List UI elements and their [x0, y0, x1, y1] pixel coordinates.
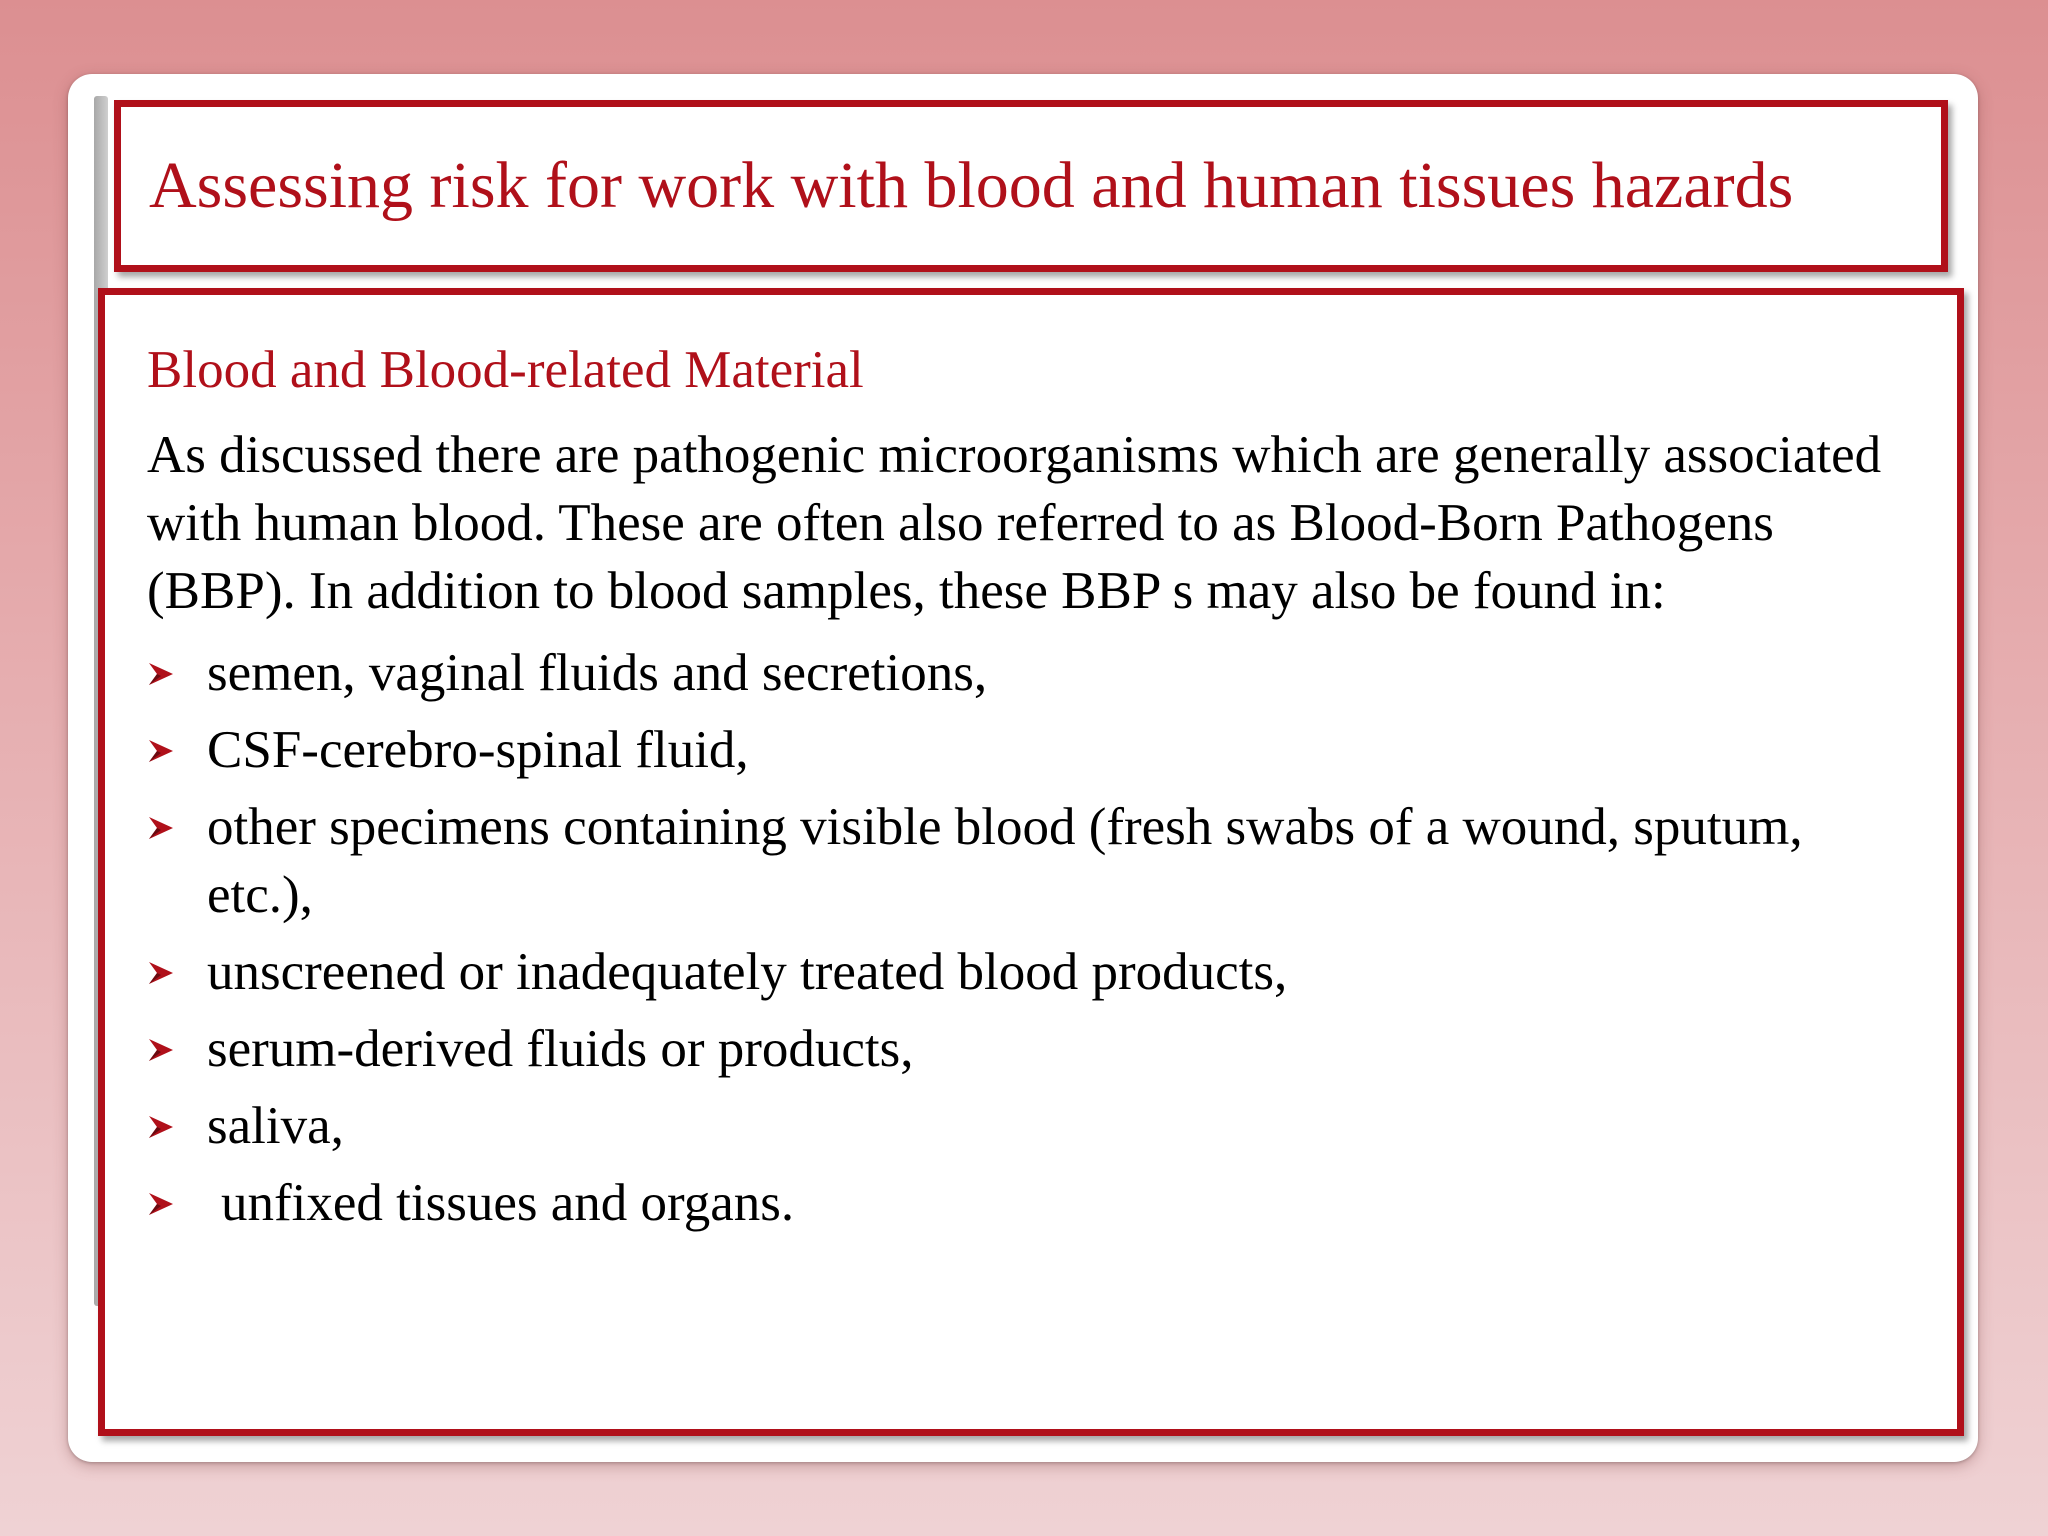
bullet-text: saliva,	[207, 1096, 344, 1155]
list-item	[147, 1015, 1917, 1083]
arrowhead-bullet-icon	[147, 1190, 175, 1218]
bullet-text: other specimens containing visible blood (fresh swabs of a wound, sputum, etc.),	[207, 797, 1803, 924]
arrowhead-bullet-icon	[147, 1036, 175, 1064]
bullet-text: CSF-cerebro-spinal fluid,	[207, 720, 749, 779]
arrowhead-bullet-icon	[147, 660, 175, 688]
content-body	[147, 339, 1917, 1246]
arrowhead-bullet-icon	[147, 814, 175, 842]
bullet-text: unfixed tissues and organs.	[221, 1173, 795, 1232]
list-item	[147, 1092, 1917, 1160]
content-box	[98, 288, 1964, 1436]
title-box	[114, 100, 1948, 272]
bullet-text: serum-derived fluids or products,	[207, 1019, 914, 1078]
arrowhead-bullet-icon	[147, 737, 175, 765]
list-item	[147, 716, 1917, 784]
slide-title: Assessing risk for work with blood and human tissues hazards	[149, 149, 1794, 222]
intro-paragraph: As discussed there are pathogenic microorganisms which are generally associated with human blood. These are often also referred to as Blood-Born Pathogens (BBP). In addition to blood samples, these BBP s may also be found in:	[147, 425, 1882, 620]
list-item	[147, 938, 1917, 1006]
arrowhead-bullet-icon	[147, 1113, 175, 1141]
list-item	[147, 639, 1917, 707]
list-item	[147, 1169, 1917, 1237]
bullet-text: semen, vaginal fluids and secretions,	[207, 643, 988, 702]
section-subheading: Blood and Blood-related Material	[147, 341, 864, 399]
bullet-text: unscreened or inadequately treated blood products,	[207, 942, 1288, 1001]
arrowhead-bullet-icon	[147, 959, 175, 987]
list-item	[147, 793, 1917, 929]
bullet-list	[147, 639, 1917, 1237]
